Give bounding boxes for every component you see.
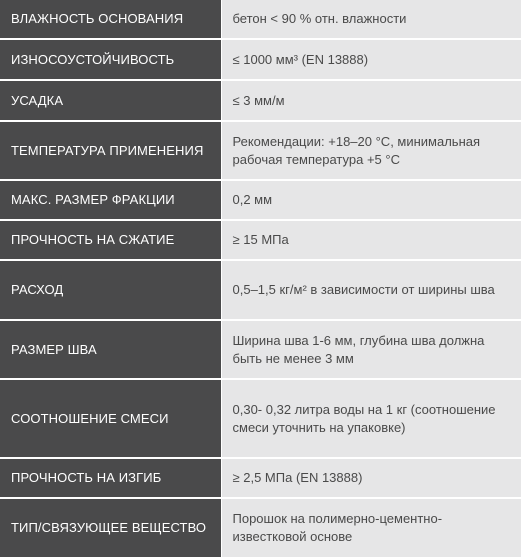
spec-label: ПРОЧНОСТЬ НА ИЗГИБ <box>0 458 221 498</box>
spec-value: Порошок на полимерно-цементно-известковой основе <box>221 498 521 558</box>
spec-value: ≥ 2,5 МПа (EN 13888) <box>221 458 521 498</box>
spec-label: ИЗНОСОУСТОЙЧИВОСТЬ <box>0 39 221 80</box>
spec-row-compressive-strength <box>0 220 521 260</box>
spec-label: ПРОЧНОСТЬ НА СЖАТИЕ <box>0 220 221 260</box>
spec-label: РАЗМЕР ШВА <box>0 320 221 379</box>
spec-value: ≤ 3 мм/м <box>221 80 521 121</box>
spec-row-abrasion-resistance <box>0 39 521 80</box>
spec-label: МАКС. РАЗМЕР ФРАКЦИИ <box>0 180 221 220</box>
spec-value: Рекомендации: +18–20 °С, минимальная рабочая температура +5 °С <box>221 121 521 180</box>
spec-label: РАСХОД <box>0 260 221 320</box>
spec-label: ТЕМПЕРАТУРА ПРИМЕНЕНИЯ <box>0 121 221 180</box>
spec-row-max-fraction-size <box>0 180 521 220</box>
spec-value: бетон < 90 % отн. влажности <box>221 0 521 39</box>
spec-value: ≤ 1000 мм³ (EN 13888) <box>221 39 521 80</box>
spec-value: ≥ 15 МПа <box>221 220 521 260</box>
spec-value: 0,30- 0,32 литра воды на 1 кг (соотношение смеси уточнить на упаковке) <box>221 379 521 458</box>
spec-value: 0,5–1,5 кг/м² в зависимости от ширины шва <box>221 260 521 320</box>
spec-row-shrinkage <box>0 80 521 121</box>
spec-row-base-humidity <box>0 0 521 39</box>
spec-label: ВЛАЖНОСТЬ ОСНОВАНИЯ <box>0 0 221 39</box>
spec-row-mixing-ratio <box>0 379 521 458</box>
spec-label: СООТНОШЕНИЕ СМЕСИ <box>0 379 221 458</box>
spec-value: 0,2 мм <box>221 180 521 220</box>
spec-row-consumption <box>0 260 521 320</box>
spec-row-application-temperature <box>0 121 521 180</box>
spec-row-binder-type <box>0 498 521 558</box>
spec-label: УСАДКА <box>0 80 221 121</box>
spec-row-joint-size <box>0 320 521 379</box>
spec-value: Ширина шва 1-6 мм, глубина шва должна быть не менее 3 мм <box>221 320 521 379</box>
spec-label: ТИП/СВЯЗУЮЩЕЕ ВЕЩЕСТВО <box>0 498 221 558</box>
spec-row-flexural-strength <box>0 458 521 498</box>
